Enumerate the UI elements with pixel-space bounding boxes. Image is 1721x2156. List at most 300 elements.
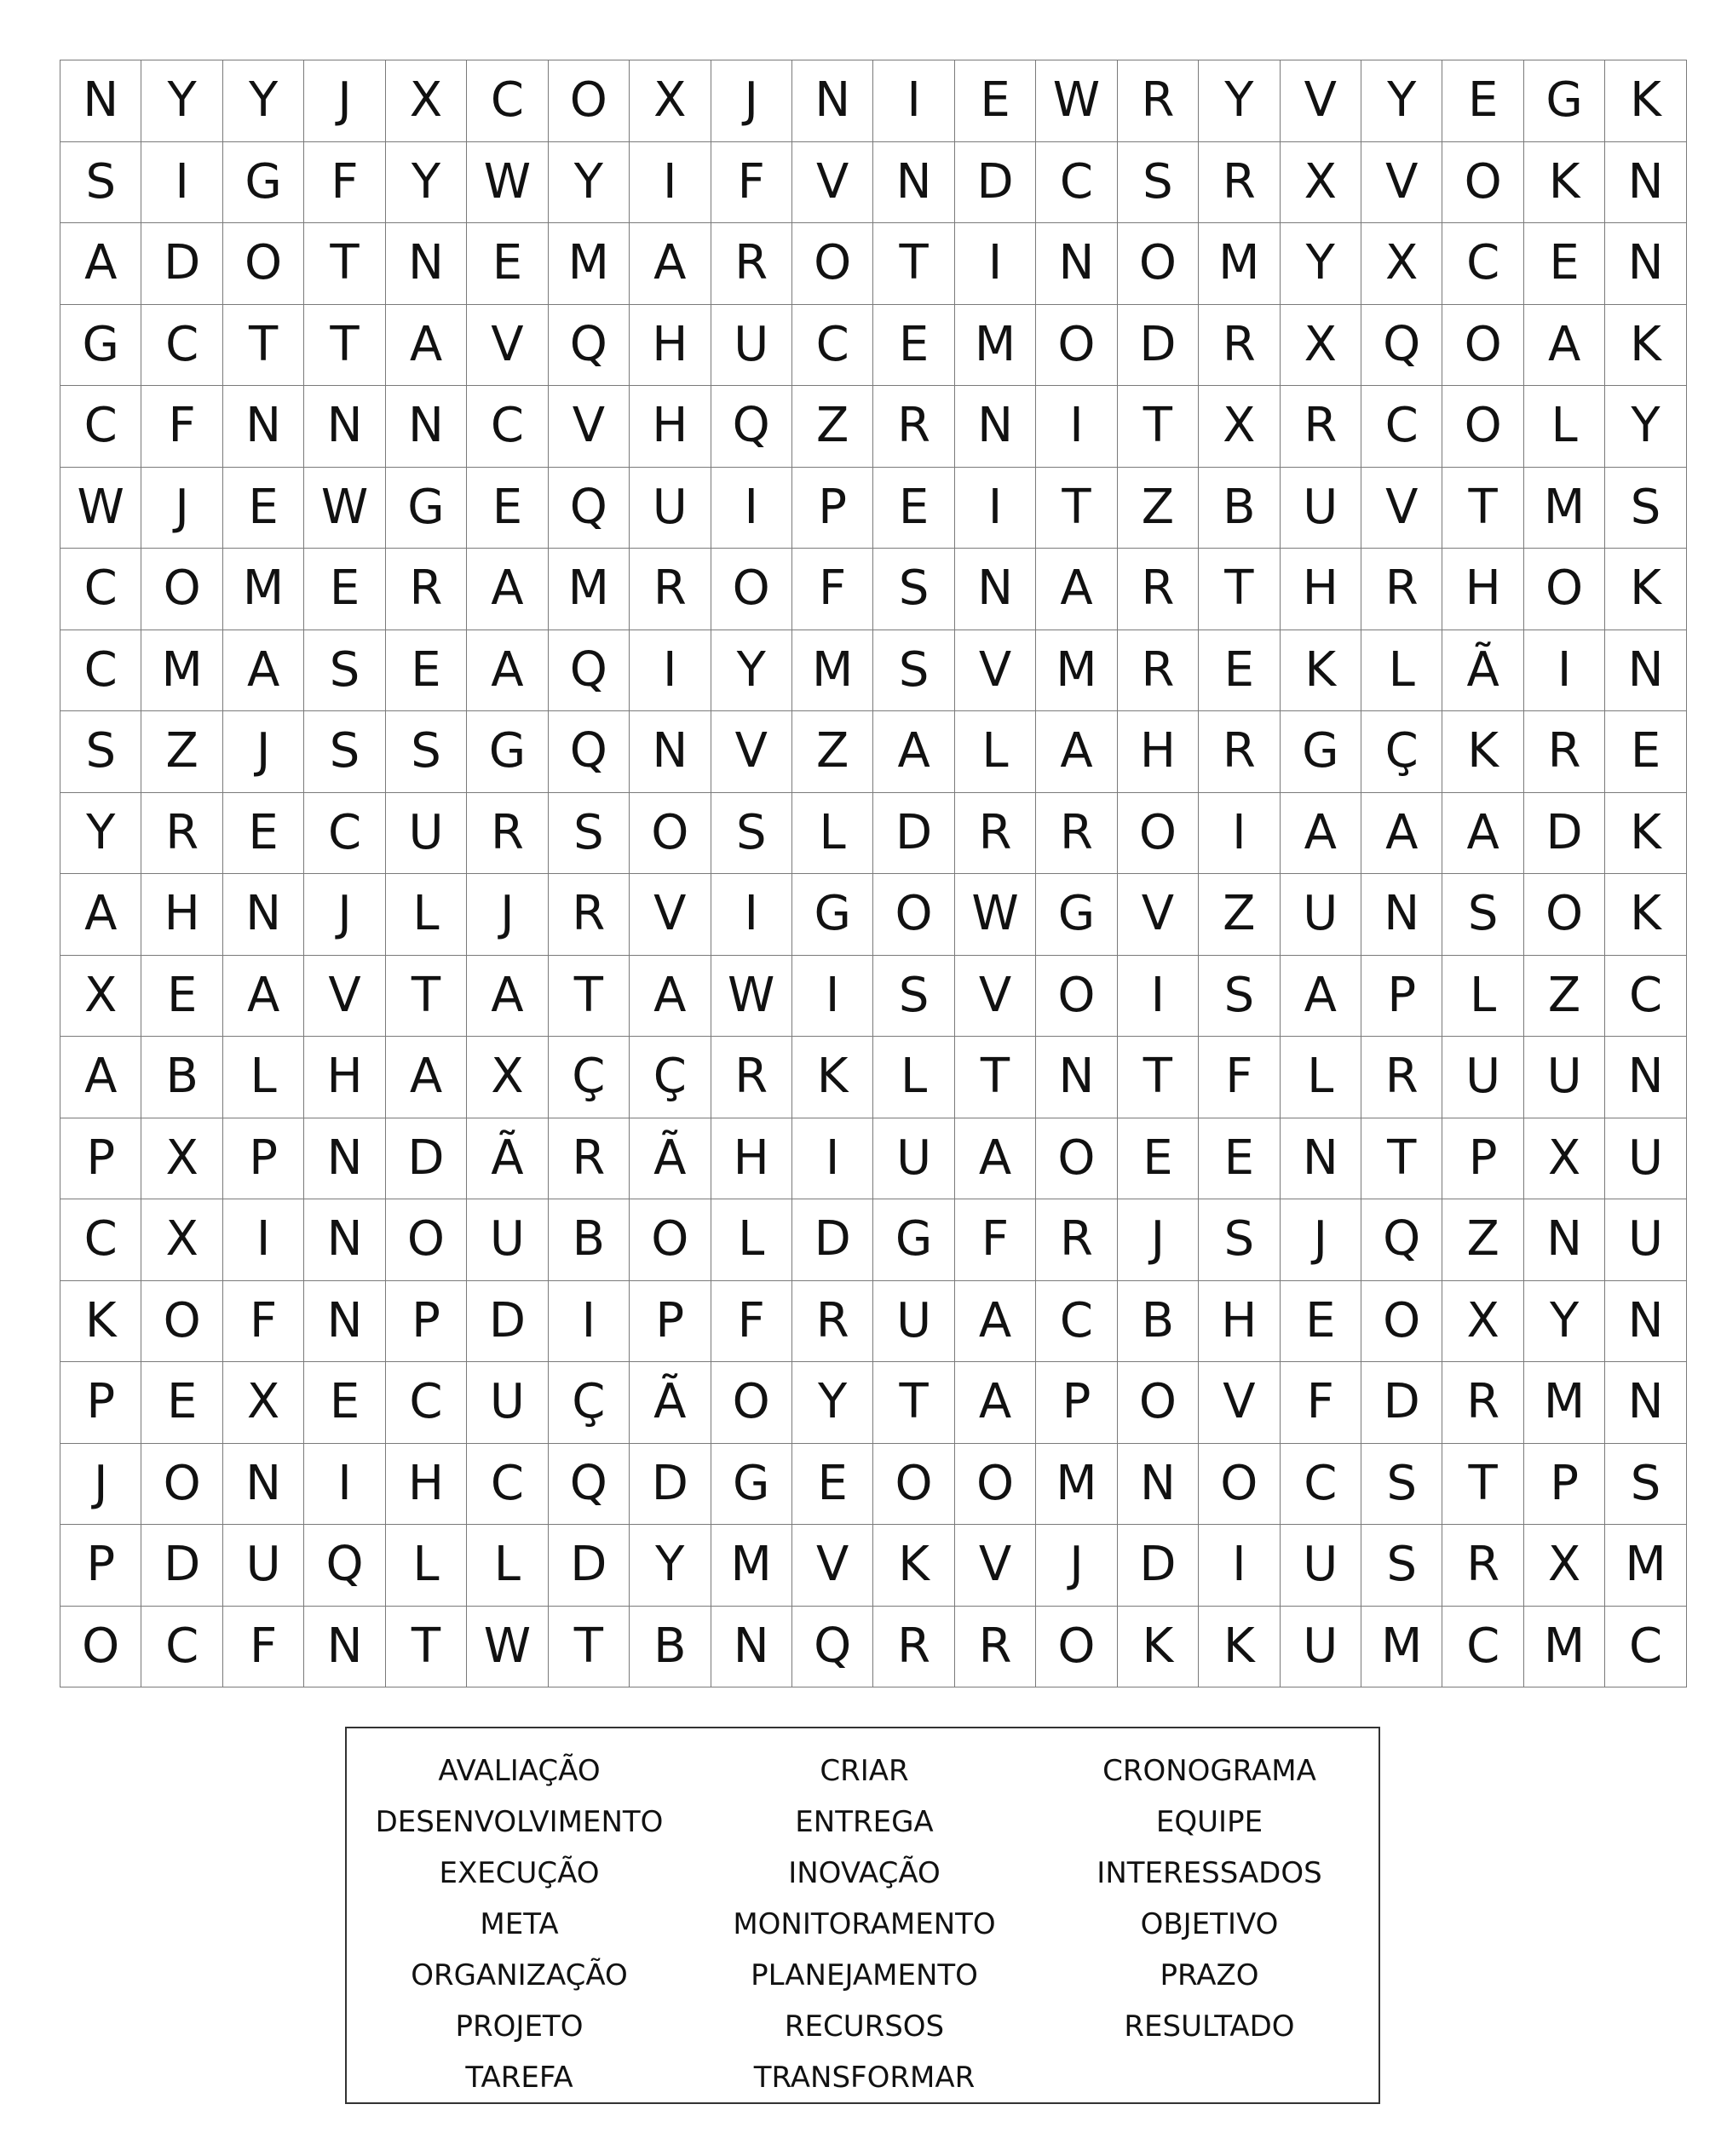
- grid-cell[interactable]: L: [1442, 955, 1523, 1037]
- grid-cell[interactable]: N: [385, 386, 466, 468]
- grid-cell[interactable]: A: [60, 1037, 141, 1118]
- grid-cell[interactable]: U: [1442, 1037, 1523, 1118]
- grid-cell[interactable]: D: [630, 1443, 711, 1525]
- grid-cell[interactable]: D: [1523, 792, 1604, 874]
- grid-cell[interactable]: A: [60, 223, 141, 305]
- grid-cell[interactable]: P: [630, 1280, 711, 1362]
- grid-cell[interactable]: J: [304, 60, 385, 142]
- grid-cell[interactable]: U: [711, 304, 791, 386]
- grid-cell[interactable]: G: [791, 874, 872, 956]
- grid-cell[interactable]: V: [1199, 1362, 1280, 1444]
- grid-cell[interactable]: X: [630, 60, 711, 142]
- grid-cell[interactable]: S: [873, 630, 954, 711]
- grid-cell[interactable]: A: [467, 955, 548, 1037]
- grid-cell[interactable]: I: [1523, 630, 1604, 711]
- grid-cell[interactable]: S: [1605, 1443, 1686, 1525]
- grid-cell[interactable]: D: [1117, 304, 1198, 386]
- grid-cell[interactable]: B: [1199, 467, 1280, 549]
- grid-cell[interactable]: G: [1036, 874, 1117, 956]
- grid-cell[interactable]: A: [1523, 304, 1604, 386]
- grid-cell[interactable]: Q: [791, 1606, 872, 1687]
- grid-cell[interactable]: A: [385, 1037, 466, 1118]
- grid-cell[interactable]: V: [954, 955, 1035, 1037]
- grid-cell[interactable]: M: [1523, 467, 1604, 549]
- grid-cell[interactable]: H: [630, 386, 711, 468]
- grid-cell[interactable]: M: [711, 1525, 791, 1607]
- grid-cell[interactable]: I: [711, 467, 791, 549]
- grid-cell[interactable]: A: [60, 874, 141, 956]
- grid-cell[interactable]: Z: [1442, 1199, 1523, 1281]
- grid-cell[interactable]: I: [873, 60, 954, 142]
- grid-cell[interactable]: E: [873, 304, 954, 386]
- grid-cell[interactable]: T: [954, 1037, 1035, 1118]
- grid-cell[interactable]: N: [954, 549, 1035, 630]
- grid-cell[interactable]: R: [873, 1606, 954, 1687]
- grid-cell[interactable]: O: [1199, 1443, 1280, 1525]
- grid-cell[interactable]: E: [1605, 711, 1686, 793]
- grid-cell[interactable]: F: [1199, 1037, 1280, 1118]
- grid-cell[interactable]: O: [954, 1443, 1035, 1525]
- grid-cell[interactable]: T: [385, 955, 466, 1037]
- grid-cell[interactable]: O: [1442, 304, 1523, 386]
- grid-cell[interactable]: C: [467, 1443, 548, 1525]
- grid-cell[interactable]: I: [1117, 955, 1198, 1037]
- grid-cell[interactable]: N: [1280, 1118, 1361, 1199]
- grid-cell[interactable]: P: [60, 1362, 141, 1444]
- grid-cell[interactable]: E: [873, 467, 954, 549]
- grid-cell[interactable]: Q: [548, 304, 629, 386]
- grid-cell[interactable]: N: [222, 1443, 303, 1525]
- grid-cell[interactable]: T: [1442, 467, 1523, 549]
- grid-cell[interactable]: A: [1036, 549, 1117, 630]
- grid-cell[interactable]: C: [791, 304, 872, 386]
- grid-cell[interactable]: X: [1523, 1525, 1604, 1607]
- grid-cell[interactable]: D: [1117, 1525, 1198, 1607]
- grid-cell[interactable]: Y: [222, 60, 303, 142]
- grid-cell[interactable]: O: [1442, 386, 1523, 468]
- grid-cell[interactable]: C: [1280, 1443, 1361, 1525]
- grid-cell[interactable]: P: [791, 467, 872, 549]
- grid-cell[interactable]: K: [1442, 711, 1523, 793]
- grid-cell[interactable]: T: [1199, 549, 1280, 630]
- grid-cell[interactable]: H: [304, 1037, 385, 1118]
- grid-cell[interactable]: I: [630, 141, 711, 223]
- grid-cell[interactable]: B: [630, 1606, 711, 1687]
- grid-cell[interactable]: E: [1117, 1118, 1198, 1199]
- grid-cell[interactable]: O: [1036, 955, 1117, 1037]
- grid-cell[interactable]: Ã: [630, 1118, 711, 1199]
- grid-cell[interactable]: E: [791, 1443, 872, 1525]
- grid-cell[interactable]: K: [1605, 549, 1686, 630]
- grid-cell[interactable]: S: [60, 141, 141, 223]
- grid-cell[interactable]: L: [222, 1037, 303, 1118]
- grid-cell[interactable]: R: [1442, 1525, 1523, 1607]
- grid-cell[interactable]: B: [1117, 1280, 1198, 1362]
- grid-cell[interactable]: U: [1605, 1199, 1686, 1281]
- grid-cell[interactable]: B: [141, 1037, 222, 1118]
- grid-cell[interactable]: J: [222, 711, 303, 793]
- grid-cell[interactable]: P: [60, 1525, 141, 1607]
- grid-cell[interactable]: Y: [1280, 223, 1361, 305]
- grid-cell[interactable]: A: [222, 955, 303, 1037]
- grid-cell[interactable]: O: [1442, 141, 1523, 223]
- grid-cell[interactable]: T: [548, 955, 629, 1037]
- grid-cell[interactable]: Z: [1117, 467, 1198, 549]
- grid-cell[interactable]: O: [1361, 1280, 1442, 1362]
- grid-cell[interactable]: A: [1442, 792, 1523, 874]
- grid-cell[interactable]: S: [1117, 141, 1198, 223]
- grid-cell[interactable]: N: [954, 386, 1035, 468]
- grid-cell[interactable]: A: [630, 955, 711, 1037]
- grid-cell[interactable]: L: [711, 1199, 791, 1281]
- grid-cell[interactable]: M: [1605, 1525, 1686, 1607]
- grid-cell[interactable]: R: [954, 1606, 1035, 1687]
- grid-cell[interactable]: T: [222, 304, 303, 386]
- grid-cell[interactable]: V: [791, 1525, 872, 1607]
- grid-cell[interactable]: J: [141, 467, 222, 549]
- grid-cell[interactable]: Z: [141, 711, 222, 793]
- grid-cell[interactable]: C: [1605, 955, 1686, 1037]
- grid-cell[interactable]: D: [141, 223, 222, 305]
- grid-cell[interactable]: T: [304, 304, 385, 386]
- grid-cell[interactable]: O: [385, 1199, 466, 1281]
- grid-cell[interactable]: S: [1199, 955, 1280, 1037]
- grid-cell[interactable]: M: [1523, 1362, 1604, 1444]
- grid-cell[interactable]: I: [1199, 1525, 1280, 1607]
- grid-cell[interactable]: E: [141, 955, 222, 1037]
- grid-cell[interactable]: K: [1199, 1606, 1280, 1687]
- grid-cell[interactable]: C: [60, 386, 141, 468]
- grid-cell[interactable]: R: [141, 792, 222, 874]
- grid-cell[interactable]: N: [1605, 1037, 1686, 1118]
- grid-cell[interactable]: S: [1361, 1525, 1442, 1607]
- grid-cell[interactable]: H: [1117, 711, 1198, 793]
- grid-cell[interactable]: C: [1361, 386, 1442, 468]
- grid-cell[interactable]: N: [1605, 630, 1686, 711]
- grid-cell[interactable]: L: [467, 1525, 548, 1607]
- grid-cell[interactable]: I: [1036, 386, 1117, 468]
- grid-cell[interactable]: V: [1361, 141, 1442, 223]
- grid-cell[interactable]: O: [222, 223, 303, 305]
- grid-cell[interactable]: E: [1442, 60, 1523, 142]
- grid-cell[interactable]: O: [630, 1199, 711, 1281]
- grid-cell[interactable]: N: [711, 1606, 791, 1687]
- grid-cell[interactable]: L: [1361, 630, 1442, 711]
- grid-cell[interactable]: H: [141, 874, 222, 956]
- grid-cell[interactable]: R: [791, 1280, 872, 1362]
- grid-cell[interactable]: N: [1117, 1443, 1198, 1525]
- grid-cell[interactable]: J: [467, 874, 548, 956]
- grid-cell[interactable]: F: [222, 1280, 303, 1362]
- grid-cell[interactable]: Ç: [1361, 711, 1442, 793]
- grid-cell[interactable]: R: [1361, 549, 1442, 630]
- grid-cell[interactable]: X: [1361, 223, 1442, 305]
- grid-cell[interactable]: R: [1036, 1199, 1117, 1281]
- grid-cell[interactable]: W: [711, 955, 791, 1037]
- grid-cell[interactable]: V: [711, 711, 791, 793]
- grid-cell[interactable]: O: [873, 1443, 954, 1525]
- grid-cell[interactable]: H: [385, 1443, 466, 1525]
- grid-cell[interactable]: Z: [791, 386, 872, 468]
- grid-cell[interactable]: N: [1605, 223, 1686, 305]
- grid-cell[interactable]: R: [1117, 549, 1198, 630]
- grid-cell[interactable]: A: [1361, 792, 1442, 874]
- grid-cell[interactable]: Y: [1361, 60, 1442, 142]
- grid-cell[interactable]: S: [548, 792, 629, 874]
- grid-cell[interactable]: U: [467, 1362, 548, 1444]
- grid-cell[interactable]: K: [1605, 60, 1686, 142]
- grid-cell[interactable]: R: [1361, 1037, 1442, 1118]
- grid-cell[interactable]: I: [791, 955, 872, 1037]
- grid-cell[interactable]: T: [873, 223, 954, 305]
- grid-cell[interactable]: K: [1280, 630, 1361, 711]
- grid-cell[interactable]: C: [1036, 141, 1117, 223]
- grid-cell[interactable]: L: [791, 792, 872, 874]
- grid-cell[interactable]: R: [1117, 60, 1198, 142]
- grid-cell[interactable]: A: [954, 1118, 1035, 1199]
- grid-cell[interactable]: E: [385, 630, 466, 711]
- grid-cell[interactable]: Ç: [630, 1037, 711, 1118]
- grid-cell[interactable]: Y: [711, 630, 791, 711]
- grid-cell[interactable]: U: [873, 1280, 954, 1362]
- grid-cell[interactable]: R: [385, 549, 466, 630]
- grid-cell[interactable]: F: [711, 1280, 791, 1362]
- grid-cell[interactable]: E: [954, 60, 1035, 142]
- grid-cell[interactable]: U: [1523, 1037, 1604, 1118]
- grid-cell[interactable]: T: [548, 1606, 629, 1687]
- grid-cell[interactable]: U: [222, 1525, 303, 1607]
- grid-cell[interactable]: X: [1280, 141, 1361, 223]
- grid-cell[interactable]: X: [1442, 1280, 1523, 1362]
- grid-cell[interactable]: T: [1117, 386, 1198, 468]
- grid-cell[interactable]: A: [630, 223, 711, 305]
- grid-cell[interactable]: E: [304, 1362, 385, 1444]
- grid-cell[interactable]: A: [873, 711, 954, 793]
- grid-cell[interactable]: N: [1605, 1362, 1686, 1444]
- grid-cell[interactable]: Y: [548, 141, 629, 223]
- grid-cell[interactable]: I: [222, 1199, 303, 1281]
- grid-cell[interactable]: G: [1523, 60, 1604, 142]
- grid-cell[interactable]: P: [1036, 1362, 1117, 1444]
- grid-cell[interactable]: R: [1523, 711, 1604, 793]
- grid-cell[interactable]: U: [1280, 874, 1361, 956]
- grid-cell[interactable]: O: [1523, 549, 1604, 630]
- grid-cell[interactable]: H: [711, 1118, 791, 1199]
- grid-cell[interactable]: V: [304, 955, 385, 1037]
- grid-cell[interactable]: S: [304, 630, 385, 711]
- grid-cell[interactable]: R: [467, 792, 548, 874]
- grid-cell[interactable]: J: [60, 1443, 141, 1525]
- grid-cell[interactable]: E: [1280, 1280, 1361, 1362]
- grid-cell[interactable]: W: [467, 141, 548, 223]
- grid-cell[interactable]: U: [1280, 467, 1361, 549]
- grid-cell[interactable]: C: [385, 1362, 466, 1444]
- grid-cell[interactable]: O: [1036, 1118, 1117, 1199]
- grid-cell[interactable]: R: [1036, 792, 1117, 874]
- grid-cell[interactable]: Ã: [1442, 630, 1523, 711]
- grid-cell[interactable]: E: [1523, 223, 1604, 305]
- grid-cell[interactable]: G: [222, 141, 303, 223]
- grid-cell[interactable]: T: [1036, 467, 1117, 549]
- grid-cell[interactable]: F: [791, 549, 872, 630]
- grid-cell[interactable]: E: [467, 467, 548, 549]
- grid-cell[interactable]: A: [1036, 711, 1117, 793]
- grid-cell[interactable]: N: [222, 386, 303, 468]
- grid-cell[interactable]: N: [1605, 141, 1686, 223]
- grid-cell[interactable]: C: [1036, 1280, 1117, 1362]
- grid-cell[interactable]: X: [141, 1118, 222, 1199]
- grid-cell[interactable]: Q: [304, 1525, 385, 1607]
- grid-cell[interactable]: N: [304, 1199, 385, 1281]
- grid-cell[interactable]: N: [222, 874, 303, 956]
- grid-cell[interactable]: O: [711, 549, 791, 630]
- grid-cell[interactable]: P: [222, 1118, 303, 1199]
- grid-cell[interactable]: C: [467, 386, 548, 468]
- grid-cell[interactable]: A: [1280, 792, 1361, 874]
- grid-cell[interactable]: U: [873, 1118, 954, 1199]
- grid-cell[interactable]: O: [791, 223, 872, 305]
- grid-cell[interactable]: Q: [548, 467, 629, 549]
- grid-cell[interactable]: T: [304, 223, 385, 305]
- grid-cell[interactable]: E: [141, 1362, 222, 1444]
- grid-cell[interactable]: Ç: [548, 1037, 629, 1118]
- grid-cell[interactable]: V: [1117, 874, 1198, 956]
- grid-cell[interactable]: W: [467, 1606, 548, 1687]
- grid-cell[interactable]: R: [711, 223, 791, 305]
- grid-cell[interactable]: J: [1280, 1199, 1361, 1281]
- grid-cell[interactable]: A: [385, 304, 466, 386]
- grid-cell[interactable]: E: [467, 223, 548, 305]
- grid-cell[interactable]: N: [1523, 1199, 1604, 1281]
- grid-cell[interactable]: U: [1605, 1118, 1686, 1199]
- grid-cell[interactable]: R: [548, 874, 629, 956]
- grid-cell[interactable]: M: [141, 630, 222, 711]
- grid-cell[interactable]: C: [60, 630, 141, 711]
- grid-cell[interactable]: U: [1280, 1525, 1361, 1607]
- grid-cell[interactable]: M: [548, 223, 629, 305]
- grid-cell[interactable]: I: [141, 141, 222, 223]
- grid-cell[interactable]: D: [141, 1525, 222, 1607]
- grid-cell[interactable]: V: [630, 874, 711, 956]
- grid-cell[interactable]: N: [304, 1118, 385, 1199]
- grid-cell[interactable]: X: [141, 1199, 222, 1281]
- grid-cell[interactable]: U: [630, 467, 711, 549]
- grid-cell[interactable]: O: [141, 1280, 222, 1362]
- grid-cell[interactable]: L: [1280, 1037, 1361, 1118]
- grid-cell[interactable]: K: [1523, 141, 1604, 223]
- grid-cell[interactable]: V: [791, 141, 872, 223]
- grid-cell[interactable]: B: [548, 1199, 629, 1281]
- grid-cell[interactable]: X: [1199, 386, 1280, 468]
- grid-cell[interactable]: U: [385, 792, 466, 874]
- grid-cell[interactable]: R: [1199, 304, 1280, 386]
- grid-cell[interactable]: R: [954, 792, 1035, 874]
- grid-cell[interactable]: N: [1036, 223, 1117, 305]
- grid-cell[interactable]: R: [1199, 711, 1280, 793]
- grid-cell[interactable]: F: [141, 386, 222, 468]
- grid-cell[interactable]: N: [304, 1606, 385, 1687]
- grid-cell[interactable]: M: [954, 304, 1035, 386]
- grid-cell[interactable]: O: [141, 549, 222, 630]
- grid-cell[interactable]: I: [791, 1118, 872, 1199]
- grid-cell[interactable]: O: [1117, 1362, 1198, 1444]
- grid-cell[interactable]: E: [222, 467, 303, 549]
- grid-cell[interactable]: X: [60, 955, 141, 1037]
- grid-cell[interactable]: V: [954, 630, 1035, 711]
- grid-cell[interactable]: Y: [1199, 60, 1280, 142]
- grid-cell[interactable]: W: [304, 467, 385, 549]
- grid-cell[interactable]: I: [630, 630, 711, 711]
- grid-cell[interactable]: Y: [791, 1362, 872, 1444]
- grid-cell[interactable]: N: [304, 386, 385, 468]
- grid-cell[interactable]: Y: [141, 60, 222, 142]
- grid-cell[interactable]: T: [1442, 1443, 1523, 1525]
- grid-cell[interactable]: G: [467, 711, 548, 793]
- grid-cell[interactable]: N: [1036, 1037, 1117, 1118]
- grid-cell[interactable]: D: [467, 1280, 548, 1362]
- grid-cell[interactable]: I: [954, 467, 1035, 549]
- grid-cell[interactable]: P: [1523, 1443, 1604, 1525]
- grid-cell[interactable]: A: [954, 1280, 1035, 1362]
- grid-cell[interactable]: C: [1442, 1606, 1523, 1687]
- grid-cell[interactable]: W: [60, 467, 141, 549]
- grid-cell[interactable]: M: [1523, 1606, 1604, 1687]
- grid-cell[interactable]: F: [711, 141, 791, 223]
- grid-cell[interactable]: H: [1442, 549, 1523, 630]
- grid-cell[interactable]: P: [1361, 955, 1442, 1037]
- grid-cell[interactable]: T: [385, 1606, 466, 1687]
- grid-cell[interactable]: L: [873, 1037, 954, 1118]
- grid-cell[interactable]: P: [1442, 1118, 1523, 1199]
- grid-cell[interactable]: K: [873, 1525, 954, 1607]
- grid-cell[interactable]: Y: [60, 792, 141, 874]
- grid-cell[interactable]: O: [60, 1606, 141, 1687]
- grid-cell[interactable]: M: [1199, 223, 1280, 305]
- grid-cell[interactable]: R: [1117, 630, 1198, 711]
- grid-cell[interactable]: U: [467, 1199, 548, 1281]
- grid-cell[interactable]: I: [1199, 792, 1280, 874]
- grid-cell[interactable]: R: [630, 549, 711, 630]
- grid-cell[interactable]: C: [304, 792, 385, 874]
- grid-cell[interactable]: M: [1361, 1606, 1442, 1687]
- grid-cell[interactable]: K: [1605, 874, 1686, 956]
- grid-cell[interactable]: F: [954, 1199, 1035, 1281]
- grid-cell[interactable]: N: [873, 141, 954, 223]
- grid-cell[interactable]: H: [1199, 1280, 1280, 1362]
- grid-cell[interactable]: R: [873, 386, 954, 468]
- grid-cell[interactable]: H: [1280, 549, 1361, 630]
- grid-cell[interactable]: O: [1117, 223, 1198, 305]
- grid-cell[interactable]: F: [304, 141, 385, 223]
- grid-cell[interactable]: Z: [1199, 874, 1280, 956]
- grid-cell[interactable]: A: [467, 549, 548, 630]
- grid-cell[interactable]: X: [1280, 304, 1361, 386]
- grid-cell[interactable]: Ã: [467, 1118, 548, 1199]
- grid-cell[interactable]: O: [1036, 1606, 1117, 1687]
- grid-cell[interactable]: S: [60, 711, 141, 793]
- grid-cell[interactable]: S: [1605, 467, 1686, 549]
- grid-cell[interactable]: J: [711, 60, 791, 142]
- grid-cell[interactable]: N: [304, 1280, 385, 1362]
- grid-cell[interactable]: L: [385, 874, 466, 956]
- grid-cell[interactable]: D: [791, 1199, 872, 1281]
- grid-cell[interactable]: O: [141, 1443, 222, 1525]
- grid-cell[interactable]: Y: [1523, 1280, 1604, 1362]
- grid-cell[interactable]: R: [1280, 386, 1361, 468]
- grid-cell[interactable]: V: [548, 386, 629, 468]
- grid-cell[interactable]: L: [385, 1525, 466, 1607]
- grid-cell[interactable]: E: [304, 549, 385, 630]
